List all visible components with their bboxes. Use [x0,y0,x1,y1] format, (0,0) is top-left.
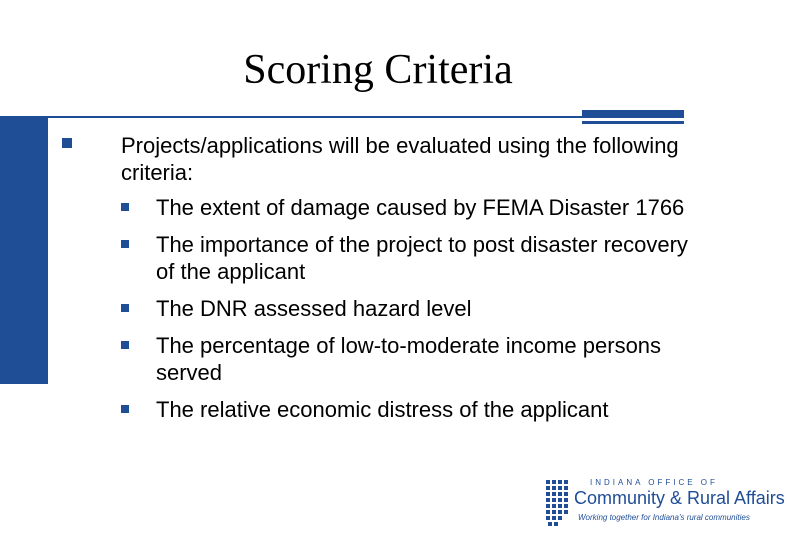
ocra-logo [544,478,785,530]
criteria-item [121,332,701,386]
criteria-item [121,396,701,423]
square-bullet-icon [121,203,129,211]
intro-text: Projects/applications will be evaluated using the following criteria: [121,133,679,185]
left-accent-bar [0,118,48,384]
slide-title: Scoring Criteria [243,47,513,93]
logo-org-line: INDIANA OFFICE OF [590,478,718,487]
main-bullet-icon [62,138,72,148]
criteria-text: The percentage of low-to-moderate income persons served [156,333,662,385]
criteria-text: The extent of damage caused by FEMA Disaster 1766 [156,195,685,220]
square-bullet-icon [121,304,129,312]
indiana-map-icon [544,478,572,530]
title-divider-accent [582,110,684,118]
criteria-text: The DNR assessed hazard level [156,296,472,321]
title-divider [0,116,640,118]
title-divider-accent-lower [582,121,684,124]
criteria-list [121,194,701,433]
square-bullet-icon [121,341,129,349]
criteria-text: The importance of the project to post disaster recovery of the applicant [156,232,688,284]
criteria-item [121,194,701,221]
logo-tagline: Working together for Indiana's rural communities [578,513,750,522]
square-bullet-icon [121,240,129,248]
criteria-item [121,231,701,285]
criteria-item [121,295,701,322]
square-bullet-icon [121,405,129,413]
logo-org-name: Community & Rural Affairs [574,488,785,508]
criteria-text: The relative economic distress of the applicant [156,397,609,422]
